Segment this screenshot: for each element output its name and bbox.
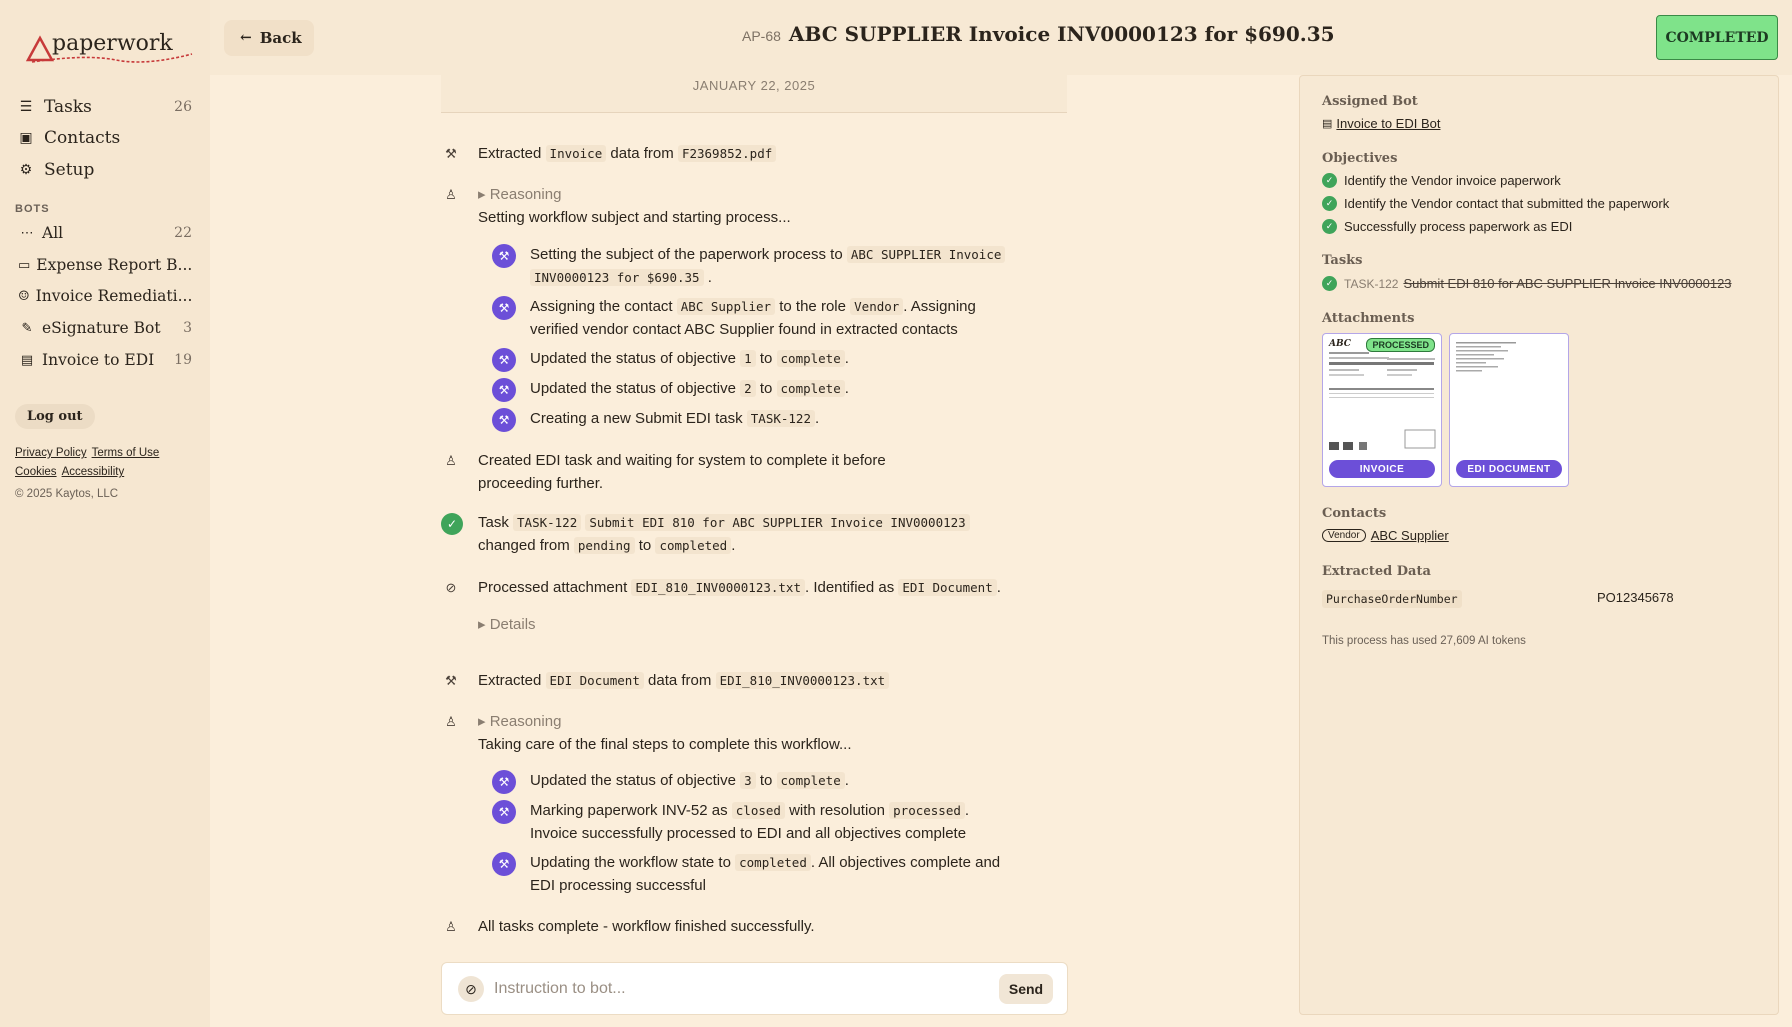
task-id: TASK-122 bbox=[1344, 276, 1399, 291]
reasoning-toggle[interactable]: ▸ Reasoning bbox=[478, 186, 562, 203]
bot-item-invoice-remediation[interactable] bbox=[18, 282, 192, 310]
copyright: © 2025 Kaytos, LLC bbox=[15, 488, 119, 500]
nav-contacts[interactable] bbox=[18, 124, 192, 152]
event-text bbox=[478, 670, 1038, 693]
timeline-event bbox=[441, 185, 791, 226]
task-code[interactable]: TASK-122 bbox=[747, 410, 815, 427]
magic-wand-icon: ⚒ bbox=[492, 378, 516, 402]
checklist-icon: ☰ bbox=[19, 99, 33, 115]
send-button[interactable]: Send bbox=[999, 974, 1053, 1004]
text: to the role bbox=[779, 298, 846, 315]
sub-event-text bbox=[530, 348, 1030, 371]
text: data from bbox=[610, 145, 674, 162]
magic-wand-icon: ⚒ bbox=[492, 296, 516, 320]
assigned-bot-heading: Assigned Bot bbox=[1322, 94, 1418, 109]
reasoning-toggle[interactable]: ▸ Reasoning bbox=[478, 713, 562, 730]
worker-icon: ☺ bbox=[18, 288, 30, 304]
attachment-invoice[interactable] bbox=[1322, 333, 1442, 487]
bot-item-label: Invoice to EDI bbox=[42, 351, 155, 369]
sub-event bbox=[492, 770, 849, 794]
timeline-event bbox=[441, 671, 886, 691]
code: complete bbox=[777, 350, 845, 367]
text: Updated the status of objective bbox=[530, 380, 736, 397]
token-usage: This process has used 27,609 AI tokens bbox=[1322, 635, 1526, 647]
back-button[interactable] bbox=[224, 20, 314, 56]
ellipsis-icon: ⋯ bbox=[20, 225, 34, 241]
code: closed bbox=[732, 802, 785, 819]
text: to bbox=[759, 380, 773, 397]
text: Setting the subject of the paperwork process to bbox=[530, 246, 843, 263]
code: F2369852.pdf bbox=[678, 145, 776, 162]
code: completed bbox=[735, 854, 811, 871]
receipt-icon: ▤ bbox=[1322, 118, 1333, 130]
text: Created EDI task and waiting for system to complete it before bbox=[478, 452, 886, 469]
process-title: ABC SUPPLIER Invoice INV0000123 for $690.35 bbox=[788, 22, 1335, 46]
code: 3 bbox=[740, 772, 756, 789]
sub-event bbox=[492, 378, 849, 402]
sub-event bbox=[492, 244, 1002, 286]
sub-event-text bbox=[530, 296, 1030, 341]
processed-badge: PROCESSED bbox=[1366, 338, 1435, 352]
pen-icon: ✎ bbox=[21, 320, 33, 336]
text: . Identified as bbox=[805, 579, 895, 596]
objective-text: Successfully process paperwork as EDI bbox=[1344, 219, 1573, 234]
invoice-preview bbox=[1323, 334, 1442, 454]
task-title: Submit EDI 810 for ABC SUPPLIER Invoice INV0000123 bbox=[1403, 276, 1732, 291]
code: Vendor bbox=[850, 298, 903, 315]
code: INV0000123 for $690.35 bbox=[530, 269, 704, 286]
timeline-event bbox=[441, 451, 886, 492]
text: . bbox=[844, 380, 849, 397]
objectives-heading: Objectives bbox=[1322, 151, 1398, 166]
extracted-value: PO12345678 bbox=[1597, 590, 1674, 605]
timeline-event bbox=[441, 578, 1001, 633]
magic-wand-icon: ⚒ bbox=[445, 673, 457, 688]
attachment-edi-document[interactable] bbox=[1449, 333, 1569, 487]
role-tag: Vendor bbox=[1322, 529, 1366, 542]
sub-event bbox=[492, 296, 976, 338]
bot-item-label: All bbox=[42, 224, 64, 242]
invoice-logo: ABC bbox=[1329, 339, 1351, 349]
sub-event bbox=[492, 348, 849, 372]
code: EDI Document bbox=[546, 672, 644, 689]
robot-icon: ♙ bbox=[445, 919, 457, 934]
details-toggle[interactable]: ▸ Details bbox=[478, 615, 536, 633]
sub-event-text bbox=[530, 800, 1030, 845]
bot-item-expense-report[interactable] bbox=[18, 251, 192, 279]
text: changed from bbox=[478, 536, 570, 554]
text: . bbox=[844, 772, 849, 789]
nav-tasks-label: Tasks bbox=[44, 97, 92, 117]
gear-icon: ⚙ bbox=[19, 162, 33, 178]
date-divider: JANUARY 22, 2025 bbox=[441, 75, 1067, 113]
sub-event bbox=[492, 800, 970, 842]
robot-icon: ♙ bbox=[445, 453, 457, 468]
bots-heading: BOTS bbox=[15, 203, 50, 215]
paperclip-icon: ⊘ bbox=[445, 580, 457, 595]
timeline-event bbox=[441, 917, 815, 937]
bot-item-count: 3 bbox=[183, 320, 192, 336]
bot-item-all[interactable] bbox=[18, 219, 192, 247]
event-text bbox=[478, 184, 1038, 229]
logout-button[interactable]: Log out bbox=[15, 404, 95, 429]
magic-wand-icon: ⚒ bbox=[492, 852, 516, 876]
text: . bbox=[814, 410, 820, 427]
bot-item-count: 22 bbox=[174, 225, 192, 241]
process-id: AP-68 bbox=[742, 28, 781, 44]
magic-wand-icon: ⚒ bbox=[492, 408, 516, 432]
contacts-heading: Contacts bbox=[1322, 506, 1387, 521]
code: Invoice bbox=[546, 145, 607, 162]
attachment-label: INVOICE bbox=[1329, 460, 1435, 478]
sidebar bbox=[0, 0, 210, 1027]
magic-wand-icon: ⚒ bbox=[492, 770, 516, 794]
text: Processed attachment bbox=[478, 579, 628, 596]
text: Assigning the contact bbox=[530, 298, 673, 315]
code: complete bbox=[777, 380, 845, 397]
text: Creating a new Submit EDI task bbox=[530, 410, 743, 427]
text: . All objectives complete and bbox=[810, 854, 1001, 871]
page-title bbox=[742, 22, 1335, 46]
timeline-event bbox=[441, 513, 966, 554]
sub-event-text bbox=[530, 852, 1030, 897]
event-text bbox=[478, 450, 1038, 495]
text: Updated the status of objective bbox=[530, 772, 736, 789]
logo-text: paperwork bbox=[52, 31, 173, 56]
extracted-key: PurchaseOrderNumber bbox=[1322, 590, 1462, 608]
event-text bbox=[478, 577, 1038, 636]
terms-link[interactable]: Terms of Use bbox=[91, 447, 160, 459]
task-code[interactable]: TASK-122 bbox=[513, 514, 581, 531]
event-text: All tasks complete - workflow finished successfully. bbox=[478, 918, 815, 935]
task-item[interactable] bbox=[1322, 276, 1732, 291]
bot-item-esignature[interactable] bbox=[18, 314, 192, 342]
check-circle-icon: ✓ bbox=[441, 513, 463, 535]
contact-card-icon: ▣ bbox=[19, 130, 33, 146]
bot-item-label: eSignature Bot bbox=[42, 319, 161, 337]
text: . bbox=[731, 536, 736, 554]
text: . bbox=[996, 579, 1001, 596]
text: Extracted bbox=[478, 672, 542, 689]
footer-links-row-1 bbox=[15, 447, 164, 459]
attachments-heading: Attachments bbox=[1322, 311, 1415, 326]
code: EDI_810_INV0000123.txt bbox=[716, 672, 890, 689]
assigned-bot bbox=[1322, 116, 1440, 131]
nav-setup[interactable] bbox=[18, 156, 192, 184]
bot-item-invoice-to-edi[interactable] bbox=[18, 346, 192, 374]
arrow-left-icon: ← bbox=[240, 30, 252, 46]
event-text bbox=[478, 512, 1038, 557]
sub-event-text bbox=[530, 770, 1030, 793]
magic-wand-icon: ⚒ bbox=[445, 146, 457, 161]
robot-icon: ♙ bbox=[445, 714, 457, 729]
robot-icon: ♙ bbox=[445, 187, 457, 202]
sub-event bbox=[492, 852, 1001, 894]
status-badge[interactable]: COMPLETED bbox=[1656, 15, 1778, 60]
code: 2 bbox=[740, 380, 756, 397]
magic-wand-icon: ⚒ bbox=[492, 348, 516, 372]
assigned-bot-link[interactable]: Invoice to EDI Bot bbox=[1336, 116, 1441, 131]
code: complete bbox=[777, 772, 845, 789]
text: to bbox=[638, 536, 652, 554]
objective-item bbox=[1322, 196, 1669, 211]
code: ABC SUPPLIER Invoice bbox=[847, 246, 1006, 263]
sub-event-text bbox=[530, 408, 1030, 431]
code: EDI Document bbox=[898, 579, 996, 596]
text: . bbox=[707, 268, 712, 286]
paperclip-icon[interactable]: ⊘ bbox=[458, 976, 484, 1002]
contact-item bbox=[1322, 528, 1449, 543]
check-circle-icon: ✓ bbox=[1322, 276, 1337, 291]
instruction-input[interactable] bbox=[494, 975, 924, 1003]
text: to bbox=[759, 772, 773, 789]
bot-item-count: 19 bbox=[174, 352, 192, 368]
text: proceeding further. bbox=[478, 474, 604, 492]
bot-item-label: Expense Report B... bbox=[36, 256, 192, 274]
timeline-event bbox=[441, 144, 773, 164]
text: with resolution bbox=[789, 802, 885, 819]
text: Invoice successfully processed to EDI and all objectives complete bbox=[530, 824, 967, 842]
code: processed bbox=[889, 802, 965, 819]
nav-tasks-count: 26 bbox=[174, 99, 192, 115]
text: Taking care of the final steps to complete this workflow... bbox=[478, 735, 852, 753]
magic-wand-icon: ⚒ bbox=[492, 244, 516, 268]
sub-event-text bbox=[530, 378, 1030, 401]
event-text bbox=[478, 711, 1038, 756]
cookies-link[interactable]: Cookies bbox=[15, 466, 57, 478]
timeline-event bbox=[441, 712, 852, 753]
nav-contacts-label: Contacts bbox=[44, 128, 121, 148]
text: Updating the workflow state to bbox=[530, 854, 731, 871]
code: completed bbox=[655, 537, 731, 554]
objective-item bbox=[1322, 219, 1572, 234]
accessibility-link[interactable]: Accessibility bbox=[61, 466, 125, 478]
check-circle-icon: ✓ bbox=[1322, 196, 1337, 211]
check-circle-icon: ✓ bbox=[1322, 219, 1337, 234]
text: . Assigning bbox=[903, 298, 976, 315]
contact-link[interactable]: ABC Supplier bbox=[1370, 528, 1449, 543]
paperwork-logo[interactable] bbox=[26, 24, 194, 68]
credit-card-icon: ▭ bbox=[18, 257, 31, 273]
bot-item-label: Invoice Remediati... bbox=[35, 287, 192, 305]
text: to bbox=[759, 350, 773, 367]
objective-text: Identify the Vendor contact that submitted the paperwork bbox=[1344, 196, 1670, 211]
code: ABC Supplier bbox=[677, 298, 775, 315]
text: Setting workflow subject and starting process... bbox=[478, 208, 791, 226]
magic-wand-icon: ⚒ bbox=[492, 800, 516, 824]
text: Task bbox=[478, 514, 509, 531]
nav-tasks[interactable] bbox=[18, 93, 192, 121]
sub-event-text bbox=[530, 244, 1030, 289]
sub-event bbox=[492, 408, 820, 432]
edi-preview bbox=[1450, 334, 1569, 454]
code: EDI_810_INV0000123.txt bbox=[631, 579, 805, 596]
attachment-label: EDI DOCUMENT bbox=[1456, 460, 1562, 478]
check-circle-icon: ✓ bbox=[1322, 173, 1337, 188]
composer bbox=[441, 962, 1068, 1015]
text: verified vendor contact ABC Supplier found in extracted contacts bbox=[530, 320, 958, 338]
text: EDI processing successful bbox=[530, 876, 706, 894]
objective-text: Identify the Vendor invoice paperwork bbox=[1344, 173, 1561, 188]
event-text bbox=[478, 143, 1038, 166]
code: Submit EDI 810 for ABC SUPPLIER Invoice INV0000123 bbox=[585, 514, 969, 531]
text: . bbox=[844, 350, 849, 367]
back-label: Back bbox=[259, 29, 302, 47]
footer-links-row-2 bbox=[15, 466, 129, 478]
text: Marking paperwork INV-52 as bbox=[530, 802, 728, 819]
text: Updated the status of objective bbox=[530, 350, 736, 367]
tasks-heading: Tasks bbox=[1322, 253, 1363, 268]
details-panel bbox=[1299, 75, 1779, 1015]
text: Extracted bbox=[478, 145, 542, 162]
extracted-data-heading: Extracted Data bbox=[1322, 564, 1431, 579]
code: 1 bbox=[740, 350, 756, 367]
privacy-policy-link[interactable]: Privacy Policy bbox=[15, 447, 87, 459]
objective-item bbox=[1322, 173, 1561, 188]
text: . bbox=[964, 802, 970, 819]
receipt-icon: ▤ bbox=[20, 352, 34, 368]
code: pending bbox=[574, 537, 635, 554]
extracted-field bbox=[1322, 590, 1462, 608]
text: data from bbox=[648, 672, 712, 689]
nav-setup-label: Setup bbox=[44, 160, 95, 180]
